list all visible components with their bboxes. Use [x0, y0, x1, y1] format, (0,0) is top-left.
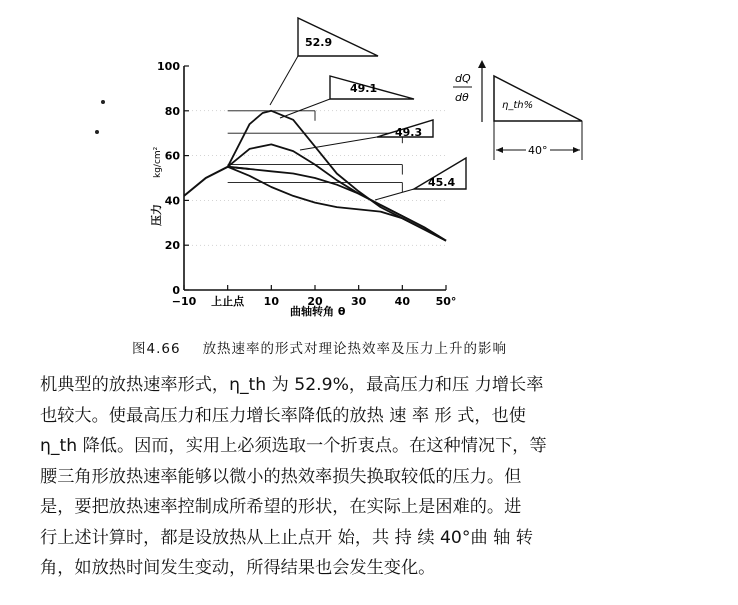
- curve-label: 49.1: [350, 82, 378, 95]
- x-tick-label: 50°: [435, 295, 457, 308]
- x-tick-label: 上止点: [211, 295, 245, 308]
- y-tick-label: 40: [164, 194, 180, 208]
- curve-label-leader: [270, 56, 298, 105]
- inset-duration-label: 40°: [528, 144, 548, 157]
- heat-release-pulses: [228, 111, 403, 193]
- pressure-curve: [228, 167, 446, 241]
- body-line: η_th 降低。因而，实用上必须选取一个折衷点。在这种情况下，等: [40, 436, 547, 456]
- body-line: 行上述计算时，都是设放热从上止点开 始，共 持 续 40°曲 轴 转: [40, 527, 533, 548]
- inset-arrow-left: [496, 147, 503, 153]
- curve-labels: [270, 18, 466, 200]
- caption-number: 图4.66: [132, 341, 181, 357]
- y-tick-label: 80: [164, 104, 180, 118]
- curve-label: 49.3: [395, 126, 423, 139]
- y-tick-label: 60: [164, 149, 180, 163]
- inset-y-arrow: [478, 60, 486, 68]
- y-tick-label: 0: [172, 284, 180, 297]
- pressure-curve: [228, 167, 446, 241]
- scan-speck: [101, 100, 105, 104]
- inset-triangle-label: η_th%: [502, 100, 534, 111]
- y-axis-label: 压力: [150, 204, 163, 226]
- caption-text: 放热速率的形式对理论热效率及压力上升的影响: [202, 341, 508, 357]
- body-line: 腰三角形放热速率能够以微小的热效率损失换取较低的压力。但: [40, 466, 522, 487]
- x-tick-label: 10: [263, 295, 279, 308]
- x-tick-label: 20: [307, 295, 323, 308]
- inset-arrow-right: [573, 147, 580, 153]
- body-line: 机典型的放热速率形式，η_th 为 52.9%，最高压力和压 力增长率: [40, 375, 544, 395]
- y-tick-label: 20: [164, 239, 180, 253]
- x-axis-label: 曲轴转角 θ: [290, 305, 346, 318]
- figure-caption: [132, 337, 507, 357]
- scan-speck: [95, 130, 99, 134]
- body-line: 角，如放热时间发生变动，所得结果也会发生变化。: [40, 558, 436, 578]
- inset-triangle: [494, 76, 582, 121]
- x-tick-label: −10: [171, 295, 197, 308]
- y-axis-unit: kg/cm²: [153, 146, 163, 178]
- curve-label-leader: [280, 99, 330, 118]
- y-tick-label: 100: [157, 60, 180, 73]
- curve-label: 52.9: [305, 36, 333, 49]
- x-tick-label: 30: [351, 295, 367, 308]
- x-tick-label: 40: [394, 295, 410, 308]
- curve-label: 45.4: [428, 176, 456, 189]
- body-paragraph: [40, 370, 700, 584]
- curve-label-leader: [375, 189, 414, 200]
- pressure-curve: [228, 144, 446, 240]
- inset-y-label-bottom: dθ: [455, 91, 469, 104]
- inset-y-label-top: dQ: [455, 72, 471, 85]
- body-line: 是，要把放热速率控制成所希望的形状，在实际上是困难的。进: [40, 497, 522, 517]
- inset-heat-release-diagram: [453, 60, 582, 160]
- body-line: 也较大。使最高压力和压力增长率降低的放热 速 率 形 式，也使: [40, 405, 526, 426]
